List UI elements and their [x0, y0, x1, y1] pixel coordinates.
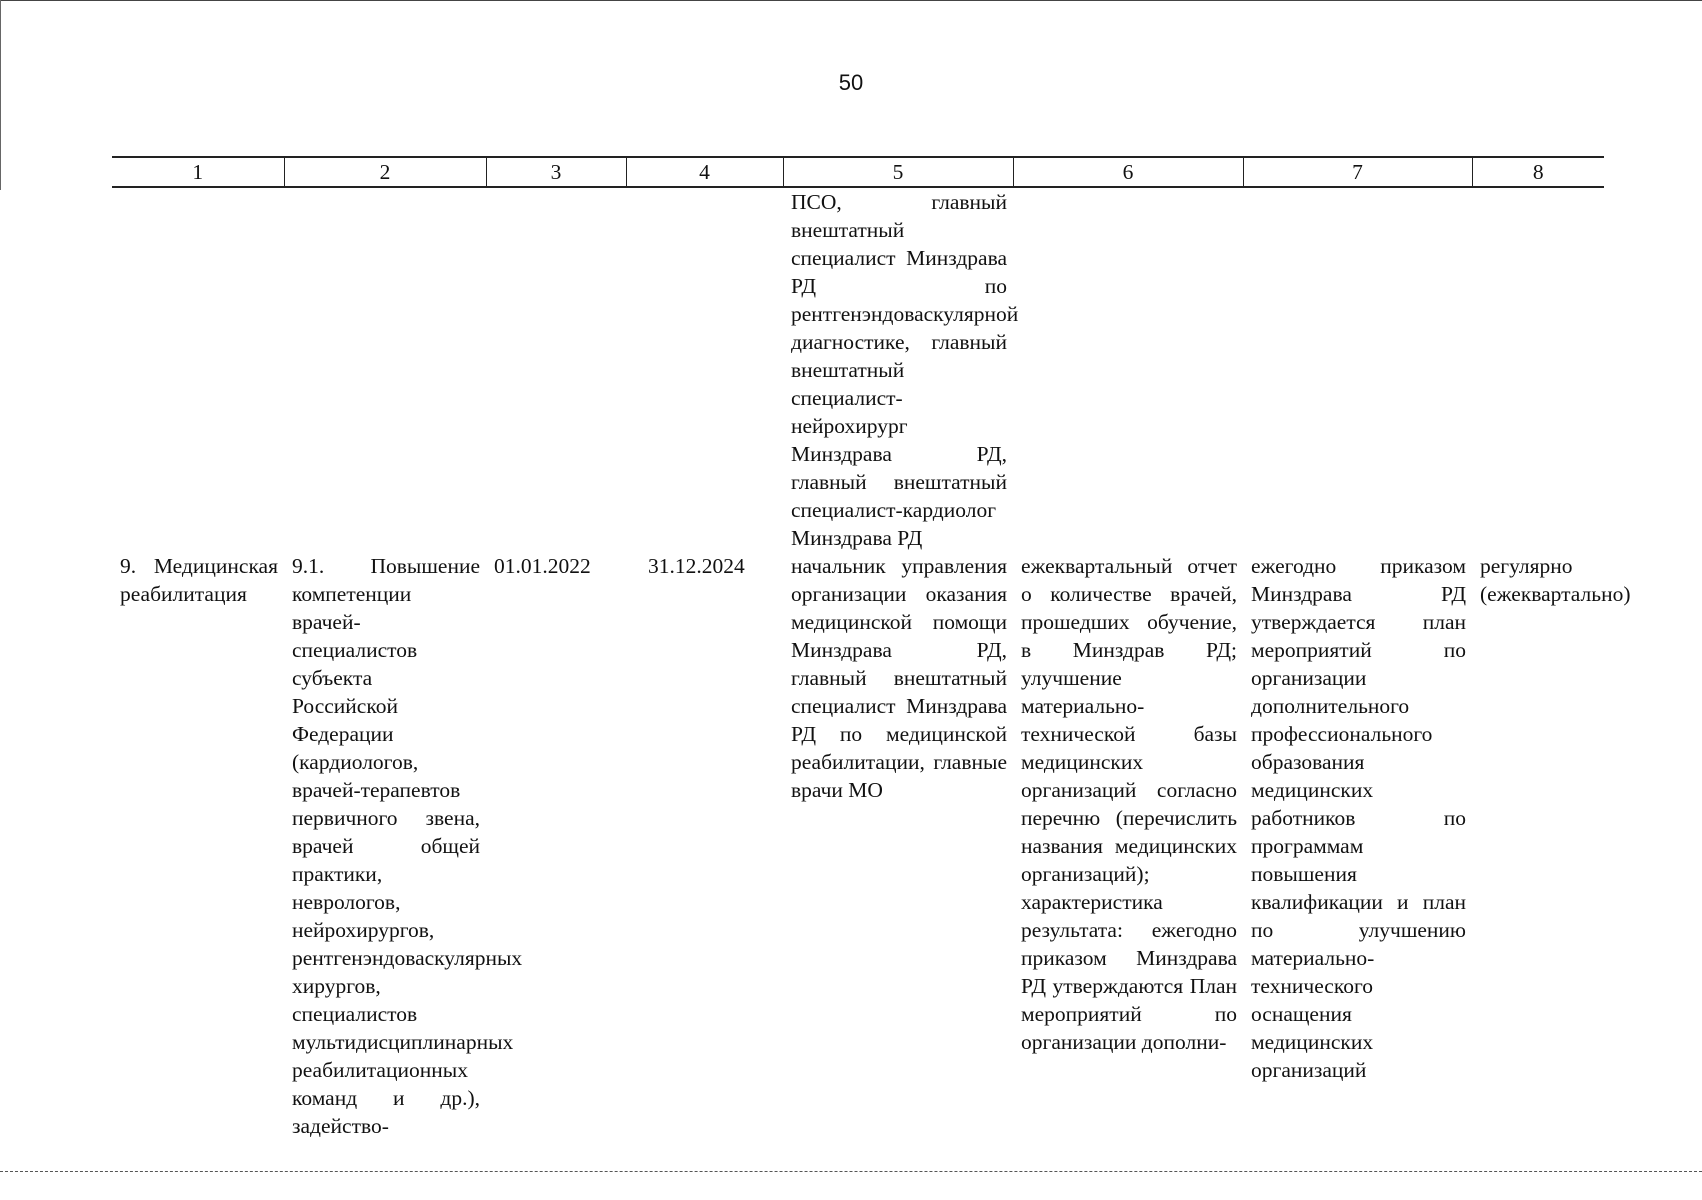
start-date-cell: 01.01.2022: [494, 554, 591, 578]
responsible-continuation-cell: ПСО, главный внештатный специалист Минздрава РД по рентгенэндоваскулярной диагностике, главный внештатный специалист-нейрохирург Минздрава РД, главный внештатный специалист-кардиолог Минздрава РД: [791, 190, 1019, 550]
column-number-2: 2: [284, 157, 486, 187]
column-number-4: 4: [626, 157, 783, 187]
column-number-5: 5: [783, 157, 1013, 187]
result-cell: ежеквартальный отчет о количестве врачей, прошедших обучение, в Минздрав РД; улучшение материально-технической базы медицинских организаций согласно перечню (перечислить названия медицинских организаций); характеристика результата: ежегодно приказом Минздрава РД утверждаются План мероприятий по организации дополни-: [1021, 554, 1237, 1054]
table-row: [112, 552, 1604, 1140]
page-number: 50: [838, 70, 864, 95]
top-border-line: [0, 0, 1702, 1]
column-number-1: 1: [112, 157, 284, 187]
column-number-7: 7: [1243, 157, 1472, 187]
measures-table: [112, 156, 1631, 1140]
bottom-border-line: [0, 1171, 1702, 1172]
section-cell: 9. Медицинская реабилитация: [120, 554, 278, 606]
measure-cell: 9.1. Повышение компетенции врачей-специалистов субъекта Российской Федерации (кардиологов, врачей-терапевтов первичного звена, врачей общей практики, неврологов, нейрохирургов, рентгенэндоваскулярных хирургов, специалистов мультидисциплинарных реабилитационных команд и др.), задейство-: [292, 554, 523, 1138]
column-number-8: 8: [1472, 157, 1604, 187]
responsible-cell: начальник управления организации оказания медицинской помощи Минздрава РД, главный внештатный специалист Минздрава РД по медицинской реабилитации, главные врачи МО: [791, 554, 1007, 802]
continuation-row: [112, 187, 1604, 552]
frequency-cell: регулярно (ежеквартально): [1480, 554, 1631, 606]
column-number-row: [112, 157, 1604, 187]
control-document-cell: ежегодно приказом Минздрава РД утверждается план мероприятий по организации дополнительного профессионального образования медицинских работников по программам повышения квалификации и план по улучшению материально-технического оснащения медицинских организаций: [1251, 554, 1466, 1082]
end-date-cell: 31.12.2024: [648, 554, 745, 578]
column-number-3: 3: [486, 157, 626, 187]
column-number-6: 6: [1013, 157, 1243, 187]
